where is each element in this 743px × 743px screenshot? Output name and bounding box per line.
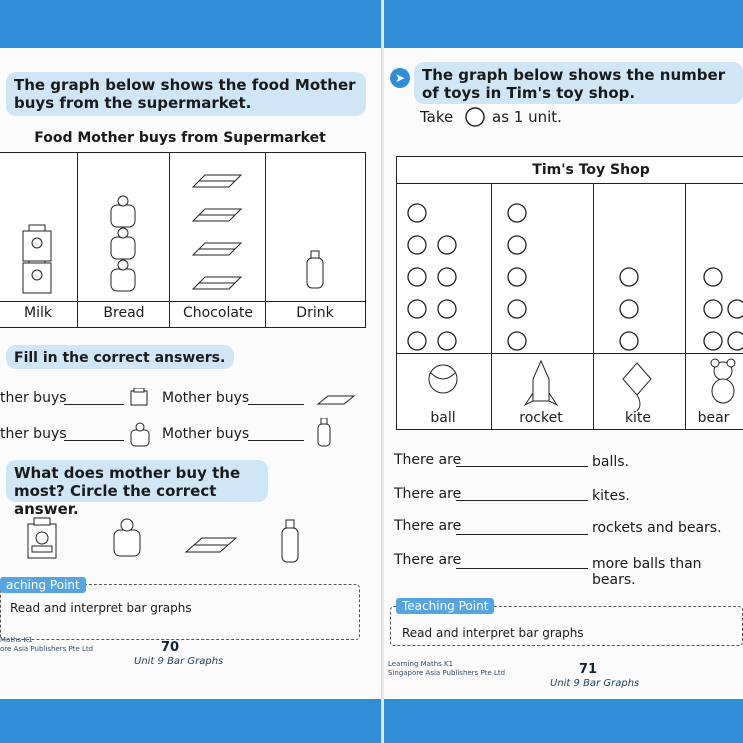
food-pictograph (0, 152, 366, 328)
label-drink: Drink (296, 305, 334, 321)
question-4-pre: There are (394, 552, 462, 568)
bread-icon (128, 420, 152, 448)
unit-circle (704, 300, 722, 318)
unit-circle (408, 268, 426, 286)
bread-unit-icon (111, 228, 135, 259)
bread-unit-icon (111, 196, 135, 227)
choice-drink-icon (282, 520, 298, 562)
milk-unit-icon (23, 225, 51, 261)
page-number-left: 70 (161, 640, 180, 655)
label-ball: ball (430, 410, 456, 426)
food-icons (0, 153, 367, 301)
page-number-right: 71 (579, 662, 598, 677)
answer-blank-2[interactable] (456, 500, 588, 501)
unit-circle (620, 268, 638, 286)
choice-milk-icon (28, 518, 56, 558)
unit-circle-icon (464, 106, 486, 128)
unit-circle (704, 268, 722, 286)
label-kite: kite (624, 410, 652, 426)
label-bread: Bread (103, 305, 145, 321)
question-2-post: kites. (592, 488, 630, 504)
most-title: What does mother buy the most? Circle the correct answer. (6, 460, 268, 502)
unit-circle (508, 236, 526, 254)
answer-blank-1[interactable] (456, 466, 588, 467)
milk-unit-icon (23, 257, 51, 293)
unit-left: Unit 9 Bar Graphs (134, 656, 224, 667)
unit-circle (408, 300, 426, 318)
question-4-post: more balls than bears. (592, 556, 702, 588)
unit-circle (438, 268, 456, 286)
drink-unit-icon (307, 251, 323, 288)
fill-row-2-left: ther buys (0, 426, 67, 442)
unit-circle (508, 268, 526, 286)
choc-unit-icon (193, 175, 241, 187)
question-2-pre: There are (394, 486, 462, 502)
rocket-icon (525, 361, 557, 405)
question-1-post: balls. (592, 454, 629, 470)
unit-circle (408, 332, 426, 350)
unit-line: Take (420, 108, 454, 126)
teaching-text: Read and interpret bar graphs (402, 626, 584, 640)
drink-icon (316, 418, 332, 448)
publisher-left: Maths K1 ore Asia Publishers Pte Ltd (0, 636, 94, 653)
choc-unit-icon (193, 243, 241, 255)
unit-circle (438, 332, 456, 350)
unit-circle (704, 332, 722, 350)
unit-right: Unit 9 Bar Graphs (550, 678, 640, 689)
choc-unit-icon (193, 209, 241, 221)
choice-bread-icon (114, 519, 140, 556)
answer-choices (20, 516, 360, 566)
unit-circle (508, 300, 526, 318)
unit-circle (728, 332, 743, 350)
right-table-title: Tim's Toy Shop (532, 162, 650, 178)
kite-icon (623, 363, 651, 411)
fill-row-2-right: Mother buys (162, 426, 250, 442)
choc-unit-icon (193, 277, 241, 289)
question-3-post: rockets and bears. (592, 520, 722, 536)
bear-icon (711, 359, 735, 403)
fill-blank-1b[interactable] (248, 404, 304, 405)
question-1-pre: There are (394, 452, 462, 468)
left-question-title: The graph below shows the food Mother buys from the supermarket. (6, 72, 366, 116)
teaching-tag: Teaching Point (396, 598, 494, 614)
fill-row-1-left: ther buys (0, 390, 67, 406)
choice-chocolate-icon (186, 538, 236, 552)
unit-circle (438, 300, 456, 318)
unit-circle (408, 204, 426, 222)
unit-circle (508, 332, 526, 350)
right-page (384, 0, 743, 743)
answer-blank-4[interactable] (456, 568, 588, 569)
milk-icon (128, 388, 150, 406)
fill-blank-1a[interactable] (64, 404, 124, 405)
fill-blank-2a[interactable] (64, 440, 124, 441)
label-milk: Milk (24, 305, 52, 321)
teaching-tag: aching Point (0, 577, 86, 593)
chocolate-icon (314, 394, 356, 408)
toy-pictograph (396, 156, 743, 430)
unit-circle (620, 332, 638, 350)
label-rocket: rocket (519, 410, 563, 426)
unit-circle (620, 300, 638, 318)
unit-suffix: as 1 unit. (492, 108, 562, 126)
answer-blank-3[interactable] (456, 534, 588, 535)
fill-title: Fill in the correct answers. (6, 345, 234, 369)
ball-icon (429, 365, 457, 393)
publisher-right: Learning Maths K1 Singapore Asia Publishers Pte Ltd (388, 660, 506, 677)
unit-circle (508, 204, 526, 222)
arrow-icon: ➤ (390, 68, 410, 88)
unit-circle (438, 236, 456, 254)
bread-unit-icon (111, 260, 135, 291)
toy-icons (397, 157, 743, 431)
label-bear: bear (697, 410, 730, 426)
label-chocolate: Chocolate (182, 305, 254, 321)
unit-circle (728, 300, 743, 318)
teaching-text: Read and interpret bar graphs (10, 601, 192, 615)
right-question-title: The graph below shows the number of toys in Tim's toy shop. (414, 62, 743, 104)
left-table-title: Food Mother buys from Supermarket (34, 130, 326, 146)
question-3-pre: There are (394, 518, 462, 534)
fill-blank-2b[interactable] (248, 440, 304, 441)
fill-row-1-right: Mother buys (162, 390, 250, 406)
unit-circle (408, 236, 426, 254)
